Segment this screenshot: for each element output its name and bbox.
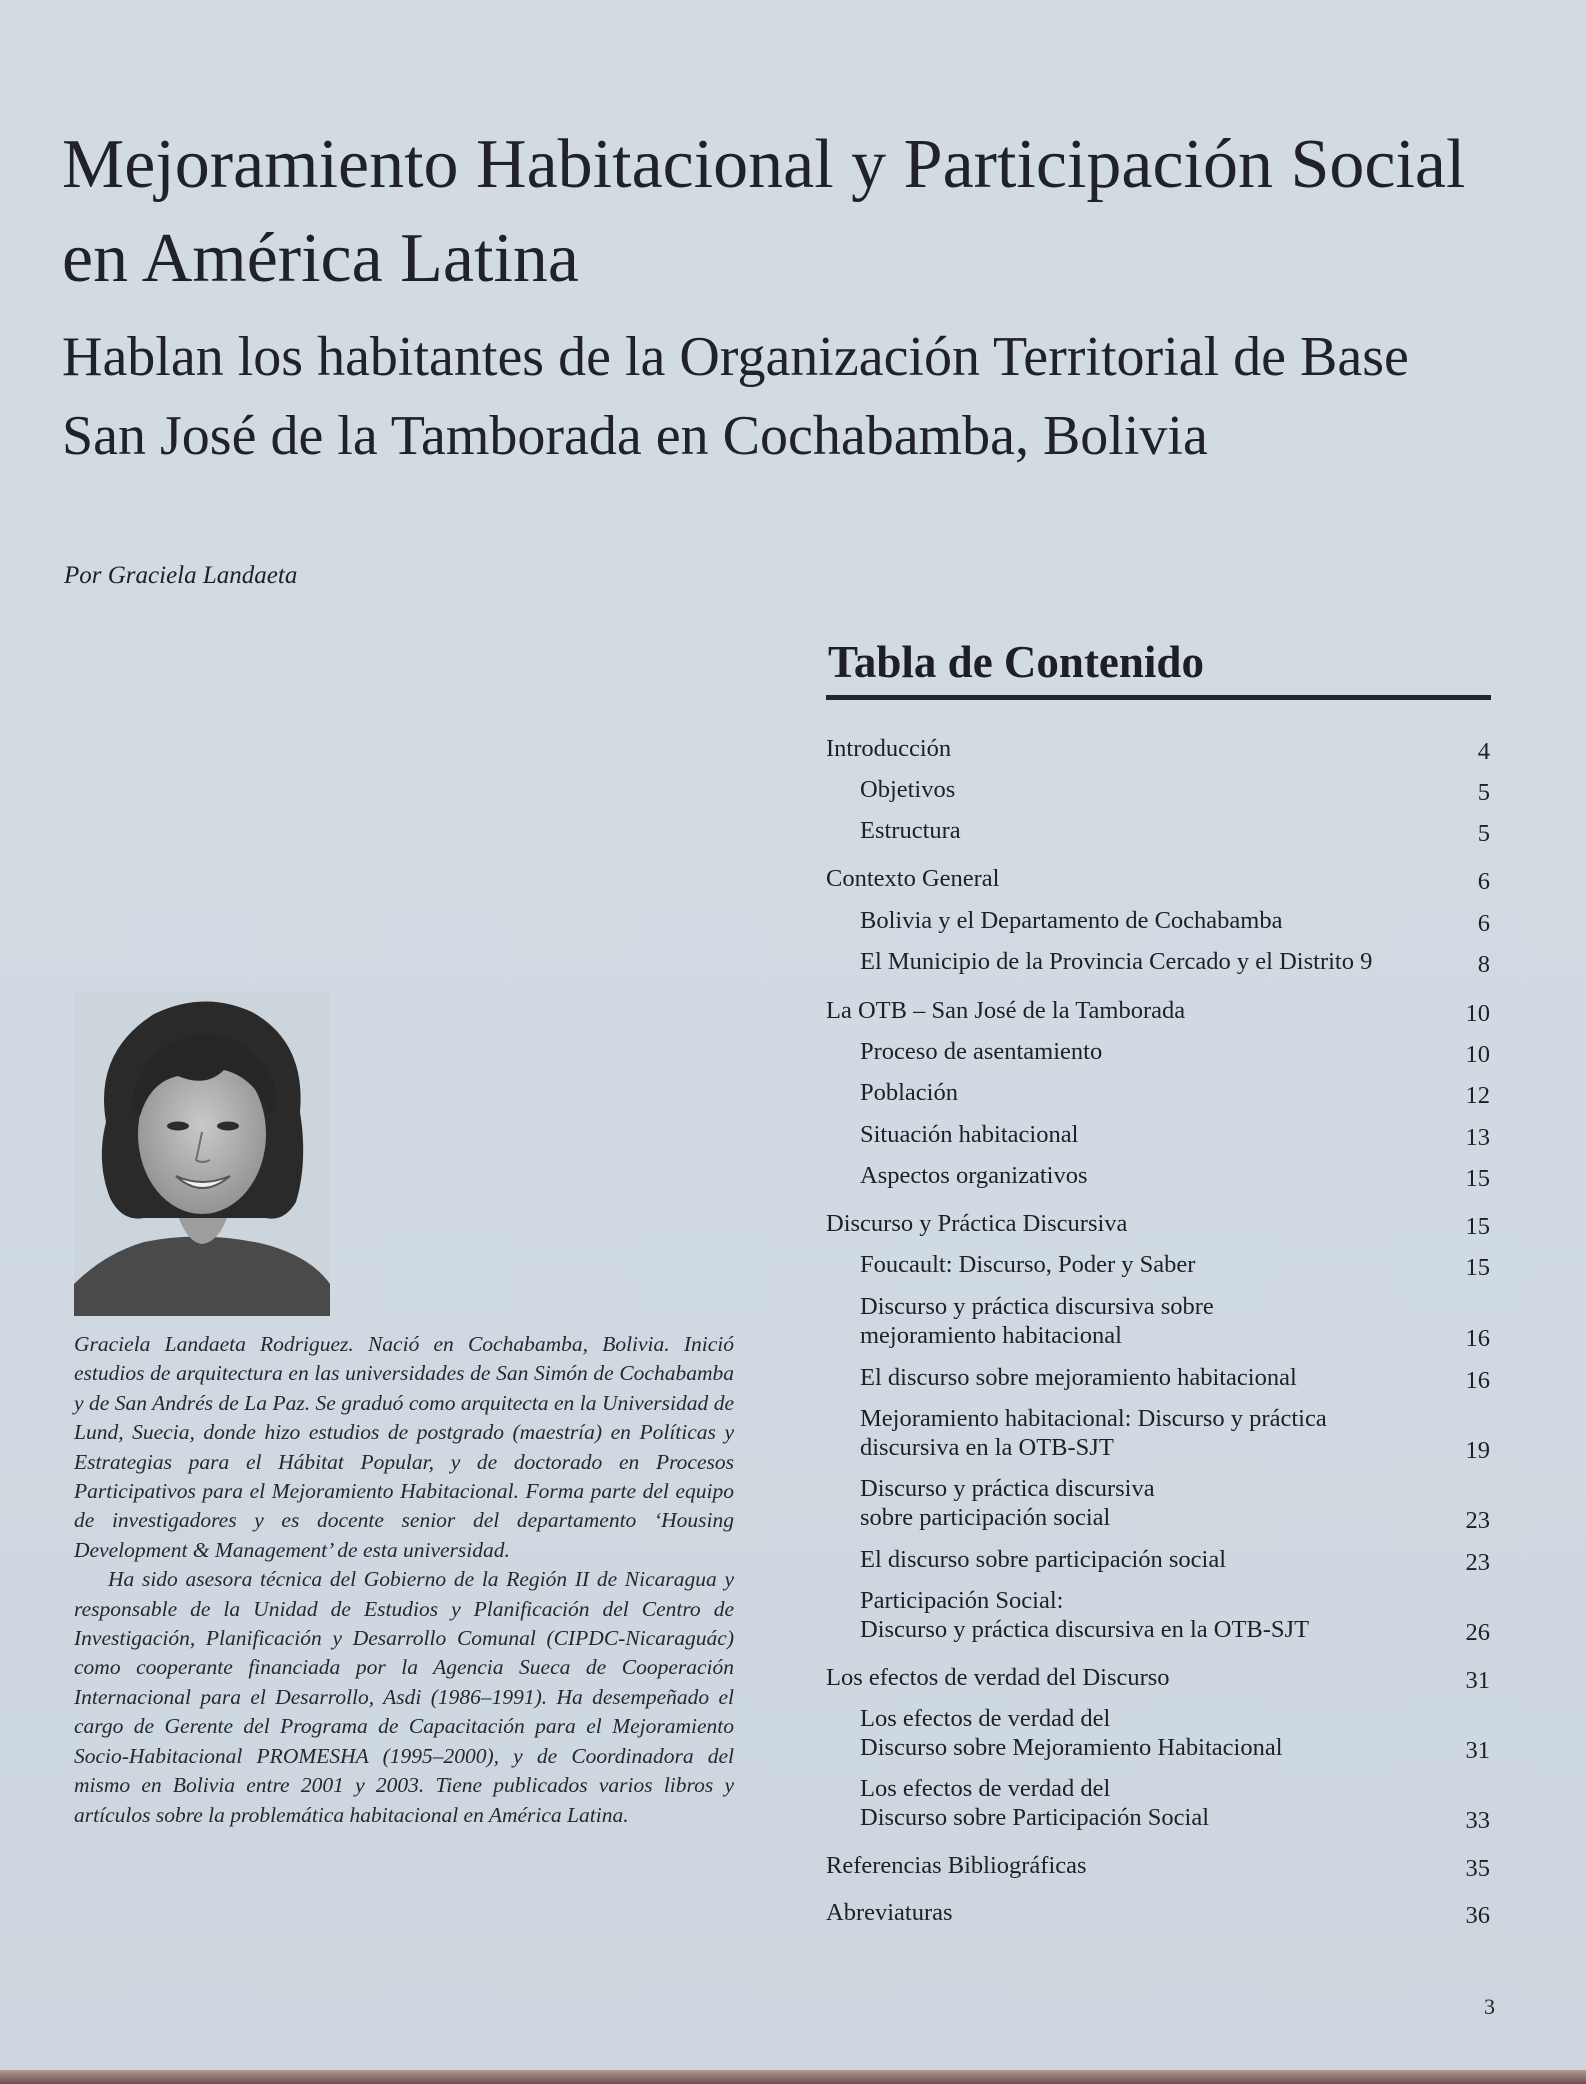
toc-entry-label: Discurso y práctica discursiva sobre participación social bbox=[860, 1475, 1155, 1531]
toc-entry-label: Objetivos bbox=[860, 776, 956, 803]
toc-entry bbox=[860, 906, 1490, 935]
page-number: 3 bbox=[1484, 1994, 1495, 2019]
toc-entry bbox=[860, 775, 1490, 804]
toc-entry bbox=[860, 1774, 1490, 1832]
toc-entry bbox=[860, 1474, 1490, 1532]
author-portrait bbox=[74, 992, 330, 1316]
toc-entry-page: 5 bbox=[1477, 820, 1490, 847]
toc-entry-page: 15 bbox=[1465, 1254, 1490, 1281]
toc-entry-page: 23 bbox=[1465, 1549, 1490, 1576]
author-bio-paragraph: Ha sido asesora técnica del Gobierno de la Región II de Nicaragua y responsable de la Unidad de Estudios y Planificación del Centro de Investigación, Planificación y Desarrollo Comunal (CIPDC-Nicaraguác) como cooperante financiada por la Agencia Sueca de Cooperación Internacional para el Desarrollo, Asdi (1986–1991). Ha desempeñado el cargo de Gerente del Programa de Capacitación para el Mejoramiento Socio-Habitacional PROMESHA (1995–2000), y de Coordinadora del mismo en Bolivia entre 2001 y 2003. Tiene publicados varios libros y artículos sobre la problemática habitacional en América Latina. bbox=[74, 1567, 734, 1827]
toc-entry-label: La OTB – San José de la Tamborada bbox=[826, 997, 1186, 1024]
toc-entry-page: 19 bbox=[1465, 1437, 1490, 1464]
toc-entry-page: 15 bbox=[1465, 1165, 1490, 1192]
toc-entry bbox=[860, 1363, 1490, 1392]
toc-entry-label: El discurso sobre mejoramiento habitacional bbox=[860, 1364, 1297, 1391]
toc-heading-rule bbox=[826, 695, 1491, 700]
toc-entry-page: 10 bbox=[1465, 1000, 1490, 1027]
toc-entry-label: Proceso de asentamiento bbox=[860, 1038, 1103, 1065]
author-bio bbox=[74, 1330, 734, 1830]
toc-entry-label: Aspectos organizativos bbox=[860, 1162, 1088, 1189]
toc-entry bbox=[826, 864, 1490, 893]
author-portrait-illustration bbox=[74, 992, 330, 1316]
toc-entry-label: Los efectos de verdad del Discurso sobre Mejoramiento Habitacional bbox=[860, 1705, 1283, 1761]
toc-entry-page: 10 bbox=[1465, 1041, 1490, 1068]
toc-entry bbox=[826, 1663, 1490, 1692]
toc-entry-label: Los efectos de verdad del Discurso bbox=[826, 1664, 1170, 1691]
toc-entry bbox=[860, 1292, 1490, 1350]
toc-entry-label: El discurso sobre participación social bbox=[860, 1546, 1227, 1573]
toc-entry-page: 12 bbox=[1465, 1082, 1490, 1109]
toc-entry-page: 23 bbox=[1465, 1507, 1490, 1534]
toc-entry-page: 33 bbox=[1465, 1807, 1490, 1834]
toc-entry-label: Foucault: Discurso, Poder y Saber bbox=[860, 1251, 1196, 1278]
toc-entry-page: 36 bbox=[1465, 1902, 1490, 1929]
toc-entry bbox=[826, 1851, 1490, 1880]
toc-entry-page: 4 bbox=[1477, 738, 1490, 765]
toc-entry bbox=[860, 1250, 1490, 1279]
toc-entry-page: 8 bbox=[1477, 951, 1490, 978]
toc-entry bbox=[826, 1898, 1490, 1927]
toc-entry-label: Estructura bbox=[860, 817, 961, 844]
page-bottom-edge bbox=[0, 2070, 1586, 2084]
author-bio-paragraph: Graciela Landaeta Rodriguez. Nació en Cochabamba, Bolivia. Inició estudios de arquitectura en las universidades de San Simón de Cochabamba y de San Andrés de La Paz. Se graduó como arquitecta en la Universidad de Lund, Suecia, donde hizo estudios de postgrado (maestría) en Políticas y Estrategias para el Hábitat Popular, y de doctorado en Procesos Participativos para el Mejoramiento Habitacional. Forma parte del equipo de investigadores y es docente senior del departamento ‘Housing Development & Management’ de esta universidad. bbox=[74, 1332, 734, 1562]
toc-entry-label: Abreviaturas bbox=[826, 1899, 953, 1926]
toc-entry-label: Referencias Bibliográficas bbox=[826, 1852, 1087, 1879]
page-title: Mejoramiento Habitacional y Participación Social en América Latina bbox=[62, 126, 1466, 297]
page-subtitle: Hablan los habitantes de la Organización Territorial de Base San José de la Tamborada en Cochabamba, Bolivia bbox=[62, 326, 1409, 467]
toc-entry-page: 26 bbox=[1465, 1619, 1490, 1646]
toc-entry bbox=[860, 1586, 1490, 1644]
toc-entry-page: 5 bbox=[1477, 779, 1490, 806]
toc-entry-label: Los efectos de verdad del Discurso sobre Participación Social bbox=[860, 1775, 1210, 1831]
toc-entry-label: Situación habitacional bbox=[860, 1121, 1079, 1148]
toc-entry-label: Población bbox=[860, 1079, 958, 1106]
toc-entry bbox=[860, 1161, 1490, 1190]
toc-entry-page: 13 bbox=[1465, 1124, 1490, 1151]
toc-entry-page: 35 bbox=[1465, 1855, 1490, 1882]
toc-entry-page: 16 bbox=[1465, 1325, 1490, 1352]
toc-entry bbox=[860, 1037, 1490, 1066]
toc-entry-label: Mejoramiento habitacional: Discurso y práctica discursiva en la OTB-SJT bbox=[860, 1405, 1327, 1461]
toc-entry bbox=[826, 996, 1490, 1025]
toc-entry-page: 16 bbox=[1465, 1367, 1490, 1394]
toc-entry bbox=[860, 1704, 1490, 1762]
toc-entry bbox=[860, 1078, 1490, 1107]
toc-entry-label: Participación Social: Discurso y práctica discursiva en la OTB-SJT bbox=[860, 1587, 1310, 1643]
toc-entry-label: Introducción bbox=[826, 735, 952, 762]
author-byline: Por Graciela Landaeta bbox=[64, 562, 298, 589]
toc-entry-label: El Municipio de la Provincia Cercado y el Distrito 9 bbox=[860, 948, 1373, 975]
toc-entry bbox=[860, 816, 1490, 845]
toc-entry bbox=[860, 947, 1490, 976]
toc-entry-page: 31 bbox=[1465, 1667, 1490, 1694]
toc-entry-label: Discurso y Práctica Discursiva bbox=[826, 1210, 1128, 1237]
toc-entry-page: 6 bbox=[1477, 868, 1490, 895]
toc-entry bbox=[826, 1209, 1490, 1238]
toc-entry bbox=[860, 1545, 1490, 1574]
toc-entry-label: Discurso y práctica discursiva sobre mejoramiento habitacional bbox=[860, 1293, 1214, 1349]
toc-entry-page: 6 bbox=[1477, 910, 1490, 937]
toc-entry-page: 15 bbox=[1465, 1213, 1490, 1240]
toc-entry bbox=[826, 734, 1490, 763]
toc-entry-label: Bolivia y el Departamento de Cochabamba bbox=[860, 907, 1283, 934]
toc-entry bbox=[860, 1404, 1490, 1462]
toc-entry-label: Contexto General bbox=[826, 865, 1000, 892]
toc-entry bbox=[860, 1120, 1490, 1149]
toc-entry-page: 31 bbox=[1465, 1737, 1490, 1764]
toc-heading: Tabla de Contenido bbox=[828, 637, 1204, 687]
